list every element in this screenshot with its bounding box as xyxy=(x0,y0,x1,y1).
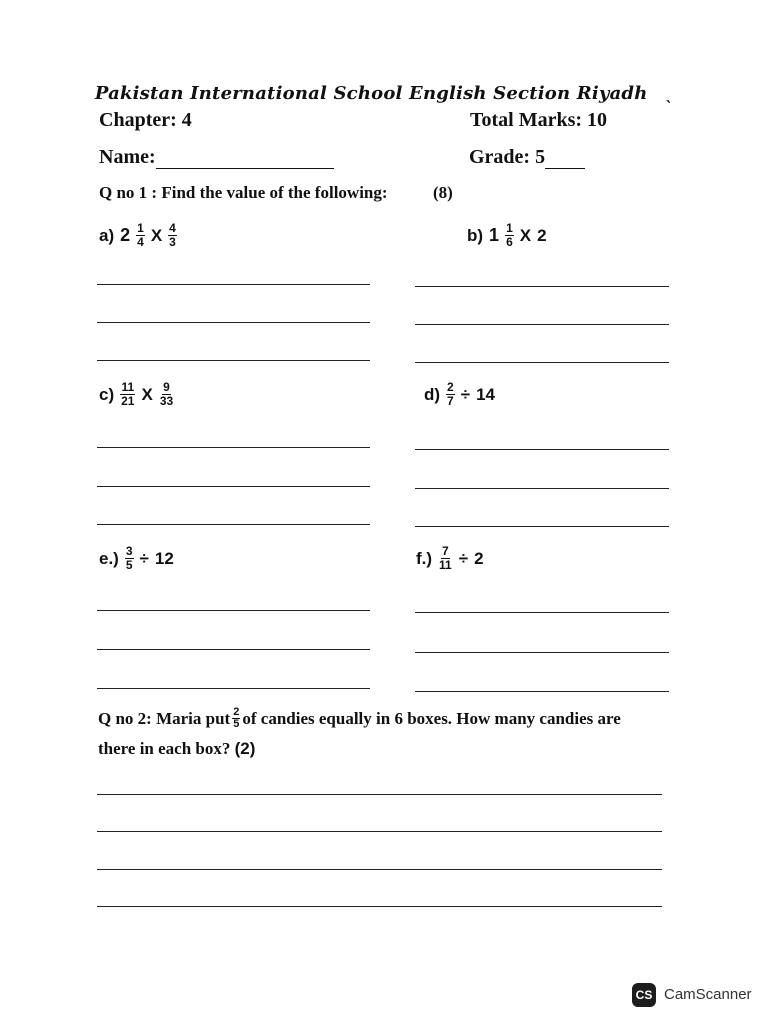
problem-operator: X xyxy=(141,384,153,404)
problem-label: b) xyxy=(467,225,484,245)
answer-line[interactable] xyxy=(97,486,370,487)
q1-marks: (8) xyxy=(433,183,453,202)
answer-line[interactable] xyxy=(97,322,370,323)
problem-fraction xyxy=(136,222,145,249)
answer-line[interactable] xyxy=(415,652,669,653)
q2-marks: (2) xyxy=(234,739,256,758)
title-mark: ˎ xyxy=(653,83,674,104)
fraction-denominator: 5 xyxy=(125,558,133,572)
fraction-denominator: 3 xyxy=(169,235,176,249)
fraction-numerator: 11 xyxy=(121,380,135,394)
fraction-denominator: 33 xyxy=(159,394,174,408)
answer-line[interactable] xyxy=(415,449,669,450)
fraction-numerator: 9 xyxy=(163,380,170,394)
fraction-denominator: 11 xyxy=(439,558,452,572)
problem-operator: X xyxy=(519,225,532,245)
q2-fraction-numerator: 2 xyxy=(233,706,240,718)
grade-field[interactable] xyxy=(469,146,585,169)
answer-line[interactable] xyxy=(97,688,370,689)
q2-suffix: of candies equally in 6 boxes. How many candies are xyxy=(242,708,621,728)
problem-whole-number: 1 xyxy=(489,225,500,245)
fraction-numerator: 4 xyxy=(169,221,176,235)
problem-operator: ÷ xyxy=(460,384,471,404)
answer-line[interactable] xyxy=(415,286,669,287)
problem-label: c) xyxy=(99,384,115,404)
q2-answer-line[interactable] xyxy=(97,869,662,870)
grade-label: Grade: 5 xyxy=(469,146,546,168)
problem-operator: ÷ xyxy=(139,548,149,568)
problem-label: f.) xyxy=(416,548,433,568)
problem-fraction xyxy=(120,381,135,408)
problem-fraction-2 xyxy=(168,222,177,249)
problem-d xyxy=(424,381,495,408)
fraction-denominator: 6 xyxy=(506,235,513,249)
fraction-numerator: 7 xyxy=(442,544,449,558)
answer-line[interactable] xyxy=(97,524,370,525)
answer-line[interactable] xyxy=(97,649,370,650)
fraction-denominator: 4 xyxy=(137,235,144,249)
answer-line[interactable] xyxy=(97,360,370,361)
name-field[interactable] xyxy=(99,146,334,169)
problem-fraction-2 xyxy=(159,381,174,408)
q2-fraction-denominator: 5 xyxy=(233,718,240,730)
problem-label: d) xyxy=(424,384,441,404)
q2-answer-line[interactable] xyxy=(97,906,662,907)
fraction-denominator: 21 xyxy=(121,394,135,408)
answer-line[interactable] xyxy=(97,610,370,611)
school-title xyxy=(0,83,768,104)
q2-answer-line[interactable] xyxy=(97,794,662,795)
problem-c xyxy=(99,381,174,408)
fraction-numerator: 1 xyxy=(137,221,144,235)
problem-fraction xyxy=(125,545,134,572)
q2-line2-text: there in each box? xyxy=(98,739,231,758)
problem-label: a) xyxy=(99,225,115,245)
problem-operand: 14 xyxy=(476,384,495,404)
answer-line[interactable] xyxy=(97,447,370,448)
chapter-label: Chapter: 4 xyxy=(99,109,192,131)
problem-operand: 12 xyxy=(154,548,174,568)
problem-fraction xyxy=(446,381,455,408)
q1-text: Q no 1 : Find the value of the following: xyxy=(99,183,388,202)
fraction-denominator: 7 xyxy=(447,394,454,408)
answer-line[interactable] xyxy=(97,284,370,285)
fraction-numerator: 1 xyxy=(506,221,513,235)
camscanner-name: CamScanner xyxy=(664,986,752,1003)
problem-operator: X xyxy=(150,225,163,245)
problem-label: e.) xyxy=(99,548,119,568)
q2-prefix: Q no 2: Maria put xyxy=(98,708,231,728)
total-marks-label: Total Marks: 10 xyxy=(470,109,608,131)
answer-line[interactable] xyxy=(415,362,669,363)
fraction-numerator: 3 xyxy=(125,544,133,558)
problem-e xyxy=(99,545,174,572)
problem-b xyxy=(467,222,547,249)
name-blank[interactable] xyxy=(156,150,334,169)
problem-fraction xyxy=(505,222,514,249)
q2-answer-line[interactable] xyxy=(97,831,662,832)
name-label: Name: xyxy=(99,146,156,168)
problem-whole-number: 2 xyxy=(120,225,131,245)
answer-line[interactable] xyxy=(415,488,669,489)
answer-line[interactable] xyxy=(415,324,669,325)
q2-fraction xyxy=(232,707,240,730)
problem-f xyxy=(416,545,484,572)
problem-operand: 2 xyxy=(474,548,484,568)
answer-line[interactable] xyxy=(415,691,669,692)
problem-operand: 2 xyxy=(537,225,547,245)
q2-text xyxy=(98,707,621,730)
problem-fraction xyxy=(438,545,453,572)
camscanner-logo: CS xyxy=(632,983,656,1007)
school-name: Pakistan International School English Section Riyadh xyxy=(94,83,648,104)
fraction-numerator: 2 xyxy=(447,380,454,394)
answer-line[interactable] xyxy=(415,612,669,613)
problem-a xyxy=(99,222,177,249)
grade-blank[interactable] xyxy=(545,150,585,169)
answer-line[interactable] xyxy=(415,526,669,527)
q2-line2 xyxy=(98,739,255,759)
problem-operator: ÷ xyxy=(458,548,469,568)
